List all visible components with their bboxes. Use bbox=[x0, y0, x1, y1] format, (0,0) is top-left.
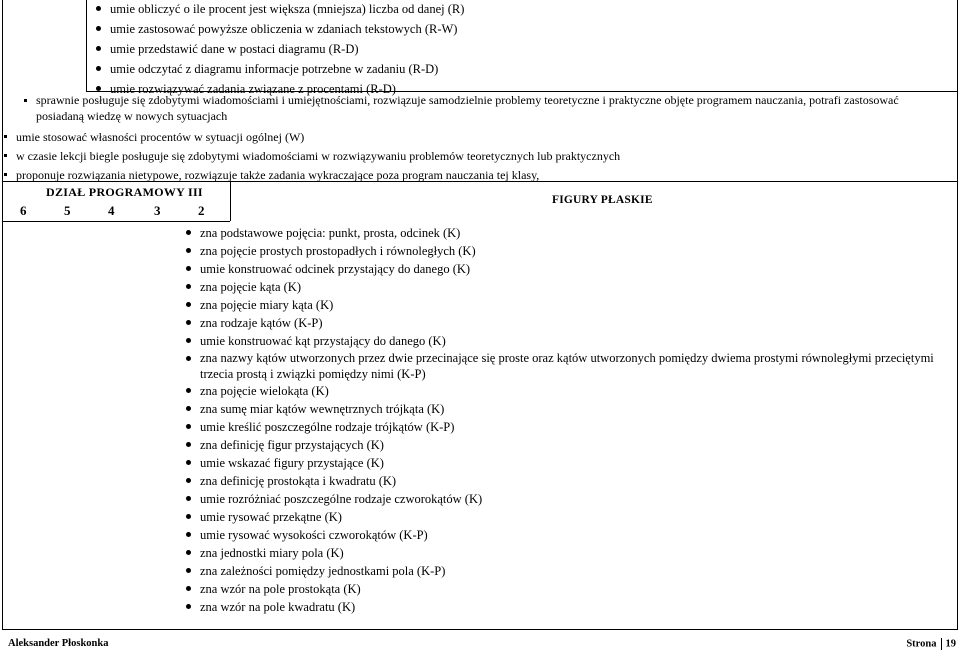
list-item: umie obliczyć o ile procent jest większa (mniejsza) liczba od danej (R) bbox=[110, 0, 464, 20]
top-requirements-list bbox=[110, 0, 464, 100]
topic-title: FIGURY PŁASKIE bbox=[552, 194, 653, 206]
list-item: zna pojęcie prostych prostopadłych i równoległych (K) bbox=[200, 242, 960, 260]
list-item: zna rodzaje kątów (K-P) bbox=[200, 314, 960, 332]
section-title: DZIAŁ PROGRAMOWY III bbox=[46, 185, 203, 199]
list-item: umie zastosować powyższe obliczenia w zdaniach tekstowych (R-W) bbox=[110, 20, 464, 40]
grade-label: 6 bbox=[20, 203, 27, 218]
list-item: umie stosować własności procentów w sytuacji ogólnej (W) bbox=[16, 128, 946, 147]
column-divider-section bbox=[230, 181, 231, 221]
list-item: zna sumę miar kątów wewnętrznych trójkąta (K) bbox=[200, 400, 960, 418]
list-item: zna jednostki miary pola (K) bbox=[200, 544, 960, 562]
list-item: umie konstruować kąt przystający do danego (K) bbox=[200, 332, 960, 350]
footer-separator bbox=[941, 638, 942, 650]
list-item: umie wskazać figury przystające (K) bbox=[200, 454, 960, 472]
footer-page bbox=[906, 638, 956, 650]
grade-label: 2 bbox=[198, 203, 205, 218]
list-item: zna pojęcie kąta (K) bbox=[200, 278, 960, 296]
list-item: umie konstruować odcinek przystający do danego (K) bbox=[200, 260, 960, 278]
grade-5-requirements-list bbox=[36, 92, 936, 124]
footer-author: Aleksander Płoskonka bbox=[8, 638, 109, 649]
list-item: zna wzór na pole prostokąta (K) bbox=[200, 580, 960, 598]
list-item: zna nazwy kątów utworzonych przez dwie przecinające się proste oraz kątów utworzonych pomiędzy dwiema prostymi równoległymi przeciętymi trzecia prostą i związki pomiędzy nimi (K-P) bbox=[200, 350, 960, 382]
column-divider-top bbox=[86, 0, 87, 92]
list-item: umie rozwiązywać zadania związane z procentami (R-D) bbox=[110, 80, 464, 100]
list-item: zna pojęcie miary kąta (K) bbox=[200, 296, 960, 314]
list-item: umie rozróżniać poszczególne rodzaje czworokątów (K) bbox=[200, 490, 960, 508]
list-item: zna podstawowe pojęcia: punkt, prosta, odcinek (K) bbox=[200, 224, 960, 242]
list-item: proponuje rozwiązania nietypowe, rozwiązuje także zadania wykraczające poza program nauczania tej klasy, bbox=[16, 166, 946, 185]
list-item: w czasie lekcji biegle posługuje się zdobytymi wiadomościami w rozwiązywaniu problemów teoretycznych lub praktycznych bbox=[16, 147, 946, 166]
grade-6-requirements-list bbox=[16, 128, 946, 185]
list-item: sprawnie posługuje się zdobytymi wiadomościami i umiejętnościami, rozwiązuje samodzielnie problemy teoretyczne i praktyczne objęte programem nauczania, potrafi zastosować posiadaną wiedzę w nowych sytuacjach bbox=[36, 92, 936, 124]
grade-label: 5 bbox=[64, 203, 71, 218]
row-divider-grades bbox=[2, 221, 230, 222]
figury-requirements-list bbox=[200, 224, 960, 616]
list-item: zna definicję prostokąta i kwadratu (K) bbox=[200, 472, 960, 490]
list-item: umie kreślić poszczególne rodzaje trójkątów (K-P) bbox=[200, 418, 960, 436]
list-item: zna zależności pomiędzy jednostkami pola (K-P) bbox=[200, 562, 960, 580]
grade-label: 3 bbox=[154, 203, 161, 218]
list-item: umie rysować przekątne (K) bbox=[200, 508, 960, 526]
list-item: umie przedstawić dane w postaci diagramu (R-D) bbox=[110, 40, 464, 60]
list-item: umie rysować wysokości czworokątów (K-P) bbox=[200, 526, 960, 544]
list-item: zna wzór na pole kwadratu (K) bbox=[200, 598, 960, 616]
grade-label: 4 bbox=[108, 203, 115, 218]
list-item: umie odczytać z diagramu informacje potrzebne w zadaniu (R-D) bbox=[110, 60, 464, 80]
page-label: Strona bbox=[906, 638, 937, 650]
list-item: zna pojęcie wielokąta (K) bbox=[200, 382, 960, 400]
page-number: 19 bbox=[945, 638, 956, 650]
list-item: zna definicję figur przystających (K) bbox=[200, 436, 960, 454]
